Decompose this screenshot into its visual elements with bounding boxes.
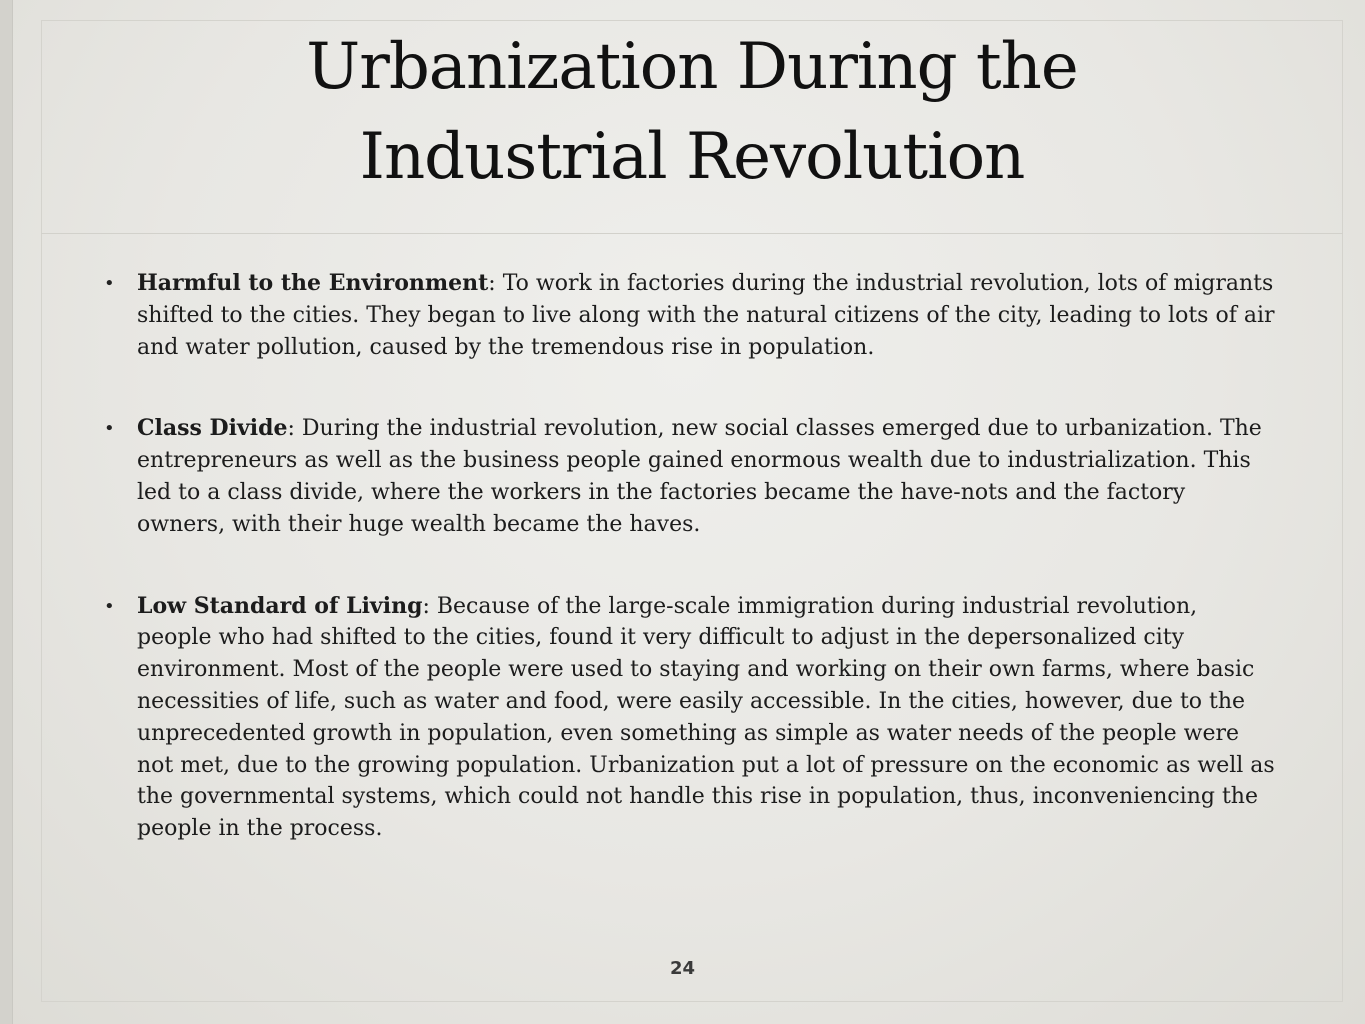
bullet-heading: Harmful to the Environment xyxy=(137,270,489,296)
bullet-dot-icon: • xyxy=(104,418,115,440)
bullet-dot-icon: • xyxy=(104,273,115,294)
page-number: 24 xyxy=(669,958,696,979)
title-line-2: Industrial Revolution xyxy=(359,120,1025,194)
bullet-text: : Because of the large-scale immigration during industrial revolution, people who had shifted to the cities, found it very difficult to adjust in the depersonalized city environment. Most of the people were used to staying and working on their own farms, where basic necessities of life, such as water and food, were easily accessible. In the cities, however, due to the unprecedented growth in population, even something as simple as water needs of the people were not met, due to the growing population. Urbanization put a lot of pressure on the economic as well as the governmental systems, which could not handle this rise in population, thus, inconveniencing the people in the process. xyxy=(137,593,1275,842)
title-divider xyxy=(41,233,1343,234)
bullet-item-class-divide xyxy=(100,413,1275,540)
bullet-list xyxy=(100,268,1275,895)
bullet-heading: Low Standard of Living xyxy=(137,592,423,619)
slide-title xyxy=(41,22,1343,202)
bullet-dot-icon: • xyxy=(104,595,115,617)
bullet-heading: Class Divide xyxy=(137,415,288,442)
bullet-item-environment xyxy=(100,268,1275,363)
bullet-text: : During the industrial revolution, new social classes emerged due to urbanization. The entrepreneurs as well as the business people gained enormous wealth due to industrialization. This led to a class divide, where the workers in the factories became the have-nots and the factory owners, with their huge wealth became the haves. xyxy=(137,416,1262,537)
title-line-1: Urbanization During the xyxy=(306,30,1078,104)
bullet-text: : To work in factories during the industrial revolution, lots of migrants shifted to the cities. They began to live along with the natural citizens of the city, leading to lots of air and water pollution, caused by the tremendous rise in population. xyxy=(137,271,1275,360)
bullet-item-standard-of-living xyxy=(100,591,1275,845)
left-edge-strip xyxy=(0,0,13,1024)
